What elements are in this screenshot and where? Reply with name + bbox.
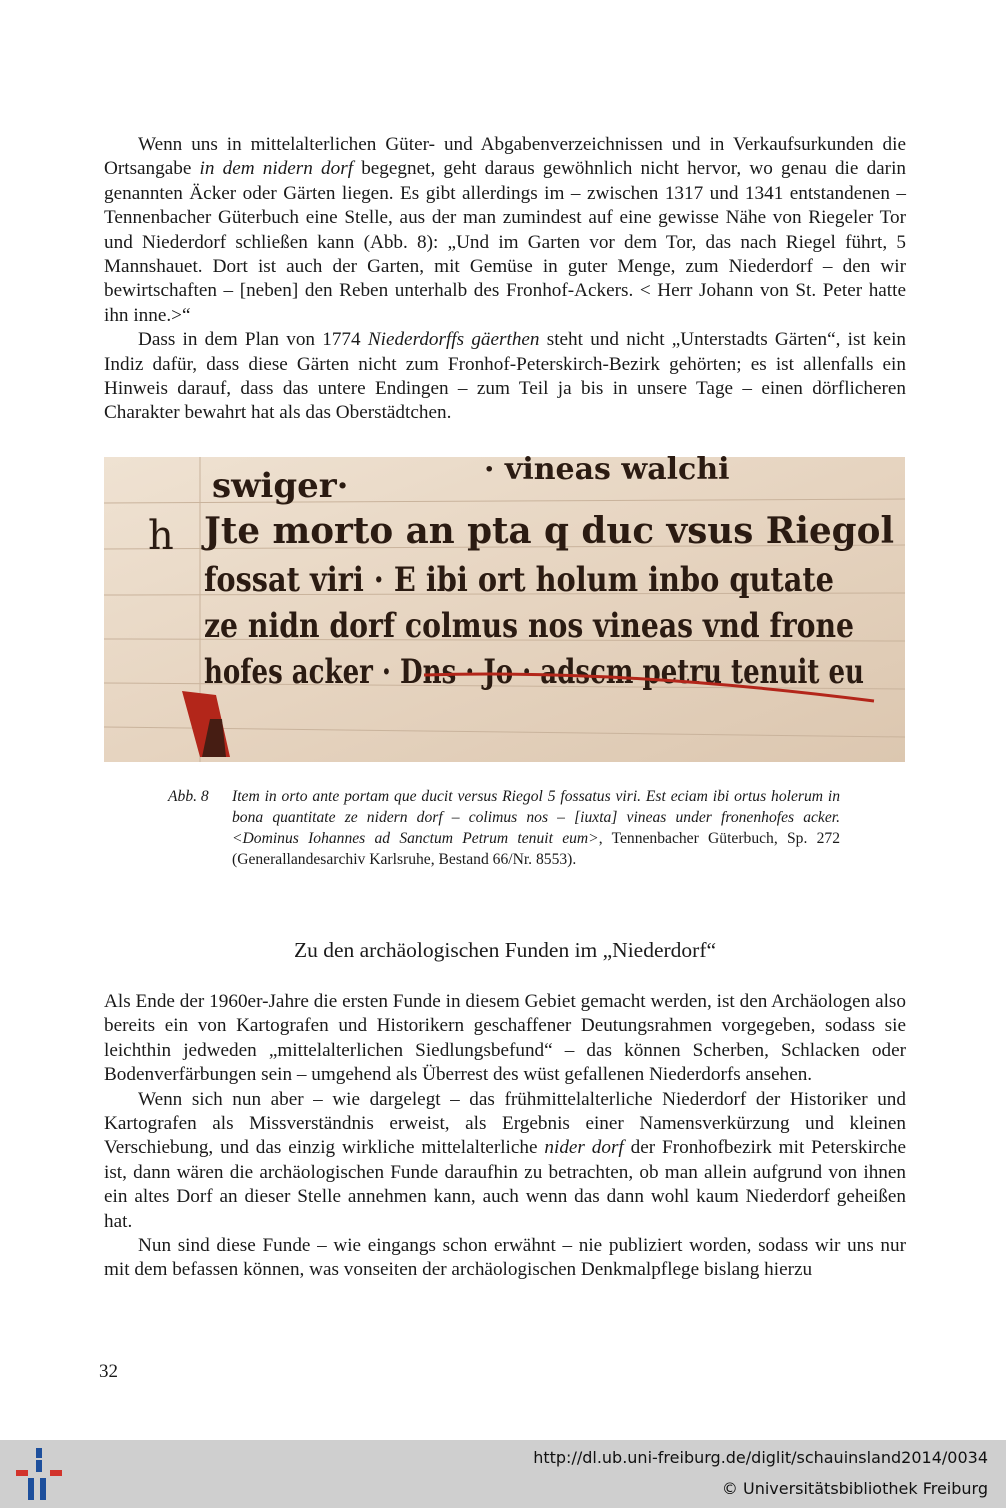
text-run: , Tennenbacher Güterbuch, Sp. 272 (Generallandesarchiv Karlsruhe, Bestand 66/Nr. 8553). (232, 830, 840, 868)
manuscript-image (104, 452, 905, 762)
text-run: Wenn uns in mittelalterlichen Güter- und Abgabenverzeichnissen und in Verkaufsurkunden die Ortsangabe (104, 134, 906, 180)
italic-run: in dem nidern dorf (199, 158, 354, 180)
manuscript-line: fossat viri · E ibi ort holum inbo qutate (204, 560, 834, 600)
paragraph (104, 1088, 906, 1234)
text-run: steht und nicht „Unterstadts Gärten“, ist kein Indiz dafür, dass diese Gärten nicht zum Fronhof-Peterskirch-Bezirk gehörten; es ist allenfalls ein Hinweis darauf, dass das untere Endingen – zum Teil ja bis in unsere Tage – einen dörflicheren Charakter bewahrt hat als das Oberstädtchen. (104, 329, 906, 424)
text-run: begegnet, geht daraus gewöhnlich nicht hervor, wo genau die darin genannten Äcker oder Gärten liegen. Es gibt allerdings im – zwischen 1317 und 1341 entstandenen – Tennenbacher Güterbuch eine Stelle, aus der man zumindest auf eine gewisse Nähe von Riegeler Tor und Niederdorf schließen kann (Abb. 8): „Und im Garten vor dem Tor, das nach Riegel führt, 5 Mannshauet. Dort ist auch der Garten, mit Gemüse in guter Menge, zum Niederdorf – den wir bewirtschaften – [neben] den Reben unterhalb des Fronhof-Ackers. < Herr Johann von St. Peter hatte ihn inne.>“ (104, 158, 906, 326)
manuscript-line: · vineas walchi (484, 452, 730, 487)
text-run: Als Ende der 1960er-Jahre die ersten Funde in diesem Gebiet gemacht werden, ist den Archäologen also bereits ein von Kartografen und Historikern geschaffener Deutungsrahmen vorgegeben, sodass sie leichthin jedweden „mittelalterlichen Siedlungsbefund“ – das können Scherben, Schlacken oder Bodenverfärbungen sein – umgehend als Überrest des wüst gefallenen Niederdorfs ansehen. (104, 991, 906, 1086)
paragraph (104, 328, 906, 426)
text-block-top (104, 133, 906, 426)
paragraph (104, 133, 906, 328)
footer-bar (0, 1440, 1006, 1508)
caption-text (232, 786, 840, 870)
text-run: Dass in dem Plan von 1774 (138, 329, 368, 351)
italic-run: Item in orto ante portam que ducit versus Riegol 5 fossatus viri. Est eciam ibi ortus holerum in bona quantitate ze nidern dorf – colimus nos – [iuxta] vineas under fronenhofes acker. <Dominus Iohannes ad Sanctum Petrum tenuit eum> (232, 788, 840, 847)
library-logo-icon (14, 1446, 64, 1502)
paragraph (104, 990, 906, 1088)
italic-run: Niederdorffs gäerthen (367, 329, 540, 351)
source-url[interactable]: http://dl.ub.uni-freiburg.de/diglit/schauinsland2014/0034 (533, 1448, 988, 1467)
page-number: 32 (99, 1361, 118, 1382)
caption-label: Abb. 8 (168, 788, 209, 805)
section-heading: Zu den archäologischen Funden im „Niederdorf“ (293, 938, 717, 962)
manuscript-line: hofes acker · Dns · Jo · adscm petru tenuit eu (204, 652, 864, 692)
italic-run: nider dorf (544, 1137, 624, 1159)
copyright-notice: © Universitätsbibliothek Freiburg (721, 1479, 988, 1498)
text-run: Wenn sich nun aber – wie dargelegt – das frühmittelalterliche Niederdorf der Historiker und Kartografen als Missverständnis erweist, als Ergebnis einer Namensverkürzung und kleinen Verschiebung, und das einzig wirkliche mittelalterliche (104, 1088, 906, 1159)
figure-caption (168, 786, 840, 870)
manuscript-figure (104, 452, 905, 762)
manuscript-line: ze nidn dorf colmus nos vineas vnd frone (204, 606, 854, 646)
text-run: Nun sind diese Funde – wie eingangs schon erwähnt – nie publiziert worden, sodass wir uns nur mit dem befassen können, was vonseiten der archäologischen Denkmalpflege bislang hierzu (104, 1235, 906, 1281)
text-run: der Fronhofbezirk mit Peterskirche ist, dann wären die archäologischen Funde daraufhin zu betrachten, ob man allein aufgrund von ihnen ein altes Dorf an dieser Stelle annehmen kann, auch wenn das dann wohl kaum Niederdorf geheißen hat. (104, 1137, 906, 1232)
manuscript-line: swiger· (212, 466, 349, 506)
manuscript-line: Jte morto an pta q duc vsus Riegol (201, 510, 894, 552)
paragraph (104, 1234, 906, 1283)
margin-mark: h (148, 513, 174, 559)
text-block-bottom (104, 990, 906, 1283)
